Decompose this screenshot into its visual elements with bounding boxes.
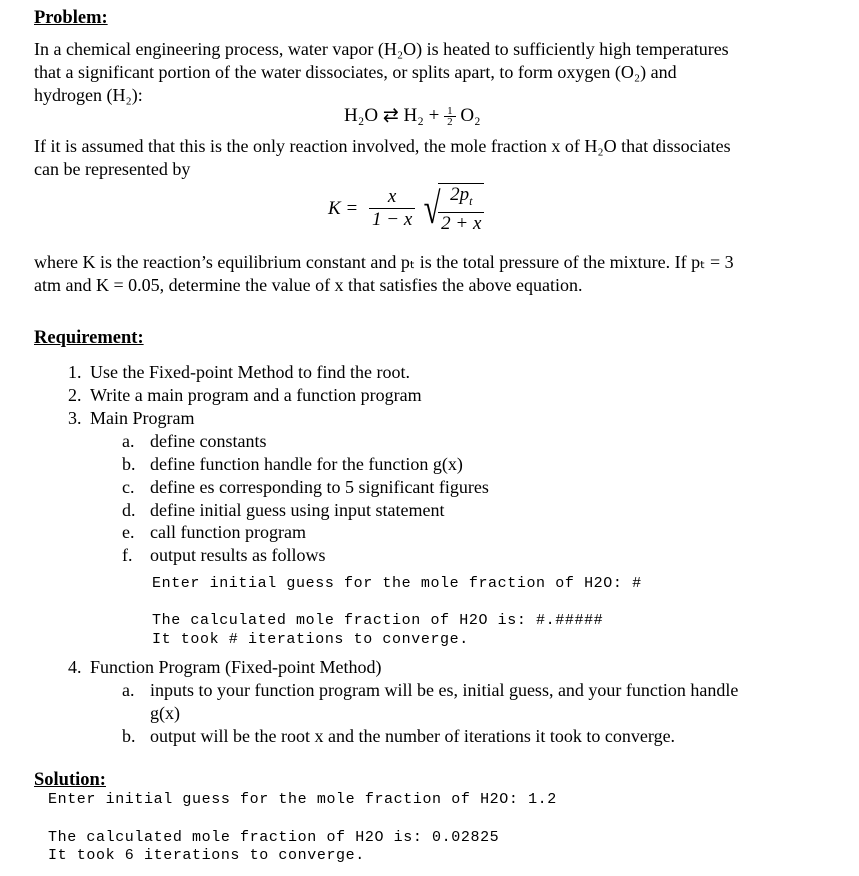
intro-line-2: that a significant portion of the water dissociates, or splits apart, to form oxygen (O₂) and <box>34 62 677 82</box>
function-program-item-a-continued: g(x) <box>150 703 180 723</box>
reaction-equation <box>344 104 481 127</box>
intro-line-3: hydrogen (H₂): <box>34 85 143 105</box>
problem-heading: Problem: <box>34 8 108 28</box>
main-program-item-c: c. define es corresponding to 5 significant figures <box>122 477 489 497</box>
equation-fraction-2 <box>438 183 484 235</box>
fraction-2-denominator: 2 + x <box>438 212 484 235</box>
requirement-item-1: 1. Use the Fixed-point Method to find the root. <box>68 362 410 382</box>
fraction-2-numerator: $2p_t$ <box>450 184 473 208</box>
where-line-2: atm and K = 0.05, determine the value of x that satisfies the above equation. <box>34 275 583 295</box>
where-line-1: where K is the reaction’s equilibrium constant and pₜ is the total pressure of the mixture. If pₜ = 3 <box>34 252 734 272</box>
requirement-item-3: 3. Main Program <box>68 408 195 428</box>
reaction-arrow: ⇄ <box>382 105 399 126</box>
half-numerator: 1 <box>447 105 453 118</box>
main-program-item-f: f. output results as follows <box>122 545 326 565</box>
main-program-item-a: a. define constants <box>122 431 267 451</box>
reaction-half-fraction <box>444 106 456 127</box>
half-denominator: 2 <box>444 116 456 127</box>
solution-line-1: Enter initial guess for the mole fraction of H2O: 1.2 <box>48 791 557 808</box>
function-program-item-a: a. inputs to your function program will be es, initial guess, and your function handle <box>122 680 739 700</box>
fraction-1-numerator: x <box>387 186 397 208</box>
solution-line-2: The calculated mole fraction of H2O is: 0.02825 <box>48 829 500 846</box>
equilibrium-equation <box>328 183 484 235</box>
requirement-item-2: 2. Write a main program and a function program <box>68 385 422 405</box>
solution-heading: Solution: <box>34 770 106 790</box>
main-program-item-d: d. define initial guess using input statement <box>122 500 445 520</box>
reaction-product-1: H₂ + <box>403 105 440 126</box>
requirement-heading: Requirement: <box>34 328 144 348</box>
square-root-sign: √ <box>423 183 441 233</box>
intro-line-1: In a chemical engineering process, water vapor (H₂O) is heated to sufficiently high temperatures <box>34 39 729 59</box>
output-template-line-2: The calculated mole fraction of H2O is: #.##### <box>152 612 604 629</box>
solution-line-3: It took 6 iterations to converge. <box>48 847 365 864</box>
main-program-item-e: e. call function program <box>122 522 306 542</box>
output-template-line-1: Enter initial guess for the mole fraction of H2O: # <box>152 575 642 592</box>
assume-line-1: If it is assumed that this is the only reaction involved, the mole fraction x of H₂O that dissociates <box>34 136 731 156</box>
output-template-line-3: It took # iterations to converge. <box>152 631 469 648</box>
fraction-1-denominator: 1 − x <box>369 208 415 231</box>
requirement-item-4: 4. Function Program (Fixed-point Method) <box>68 657 382 677</box>
equation-fraction-1 <box>369 186 415 231</box>
reaction-product-2: O₂ <box>460 105 481 126</box>
assume-line-2: can be represented by <box>34 159 191 179</box>
main-program-item-b: b. define function handle for the function g(x) <box>122 454 463 474</box>
function-program-item-b: b. output will be the root x and the number of iterations it took to converge. <box>122 726 676 746</box>
equation-lhs: K = <box>328 197 359 219</box>
reaction-reactant: H₂O <box>344 105 379 126</box>
